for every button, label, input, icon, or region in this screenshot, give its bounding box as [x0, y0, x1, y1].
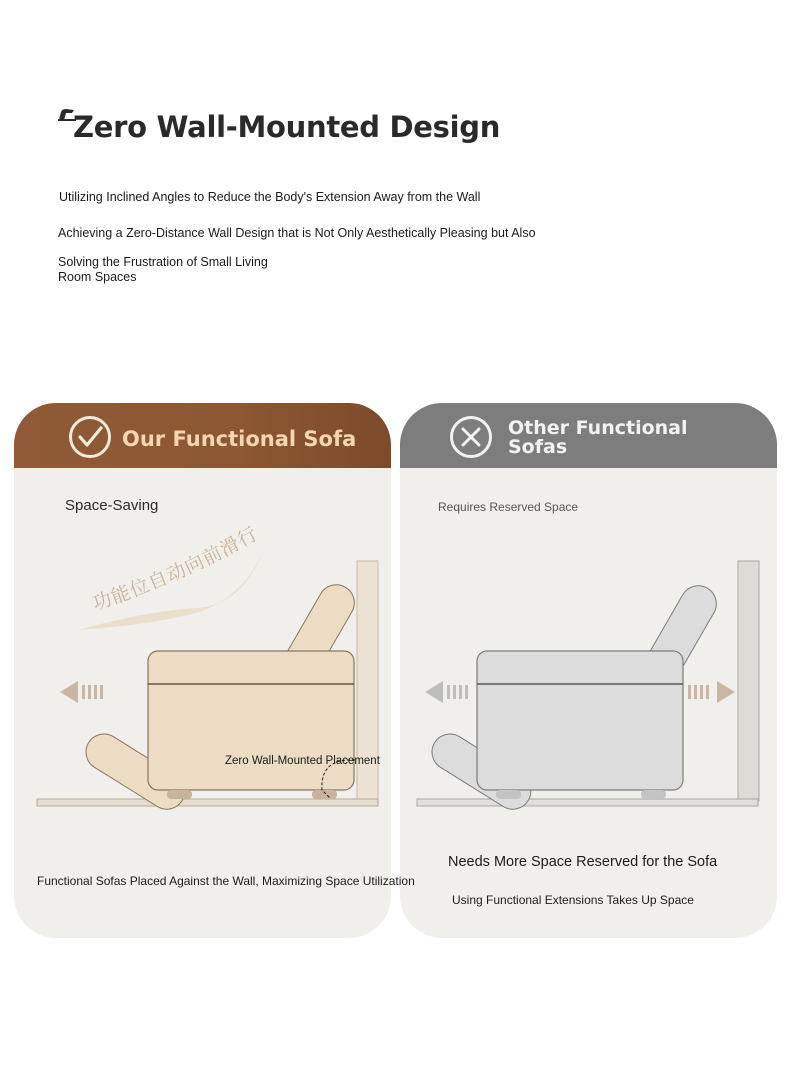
description-line-3a: Solving the Frustration of Small Living: [58, 255, 268, 269]
right-sofa-body: [477, 651, 683, 790]
right-sofa-illustration: [417, 561, 759, 816]
right-wall: [738, 561, 759, 801]
other-sofa-caption-main: Needs More Space Reserved for the Sofa: [448, 854, 718, 870]
description-line-3b: Room Spaces: [58, 270, 137, 284]
space-saving-label: Space-Saving: [65, 497, 159, 514]
our-sofa-caption: Functional Sofas Placed Against the Wall, Maximizing Space Utilization: [37, 874, 415, 888]
page-title: Zero Wall-Mounted Design: [73, 110, 501, 144]
other-sofa-heading-line-1: Other Functional: [508, 417, 688, 439]
description-line-2: Achieving a Zero-Distance Wall Design that is Not Only Aesthetically Pleasing but Also: [58, 226, 536, 240]
zero-placement-label: Zero Wall-Mounted Placement: [225, 755, 380, 767]
right-arrow-icon: [717, 681, 735, 703]
other-sofa-caption-sub: Using Functional Extensions Takes Up Space: [452, 893, 694, 907]
requires-space-label: Requires Reserved Space: [438, 500, 579, 514]
description-line-1: Utilizing Inclined Angles to Reduce the Body's Extension Away from the Wall: [59, 190, 481, 204]
left-arrow-icon: [60, 681, 78, 703]
left-sofa-body: [148, 651, 354, 790]
other-sofa-heading-line-2: Sofas: [508, 436, 568, 458]
left-sofa-illustration: [37, 523, 378, 816]
arc-text: 功能位自动向前滑行: [89, 522, 262, 615]
right-floor: [417, 799, 758, 806]
left-floor: [37, 799, 378, 806]
our-sofa-heading: Our Functional Sofa: [122, 427, 357, 451]
right-card-left-arrow-icon: [425, 681, 443, 703]
